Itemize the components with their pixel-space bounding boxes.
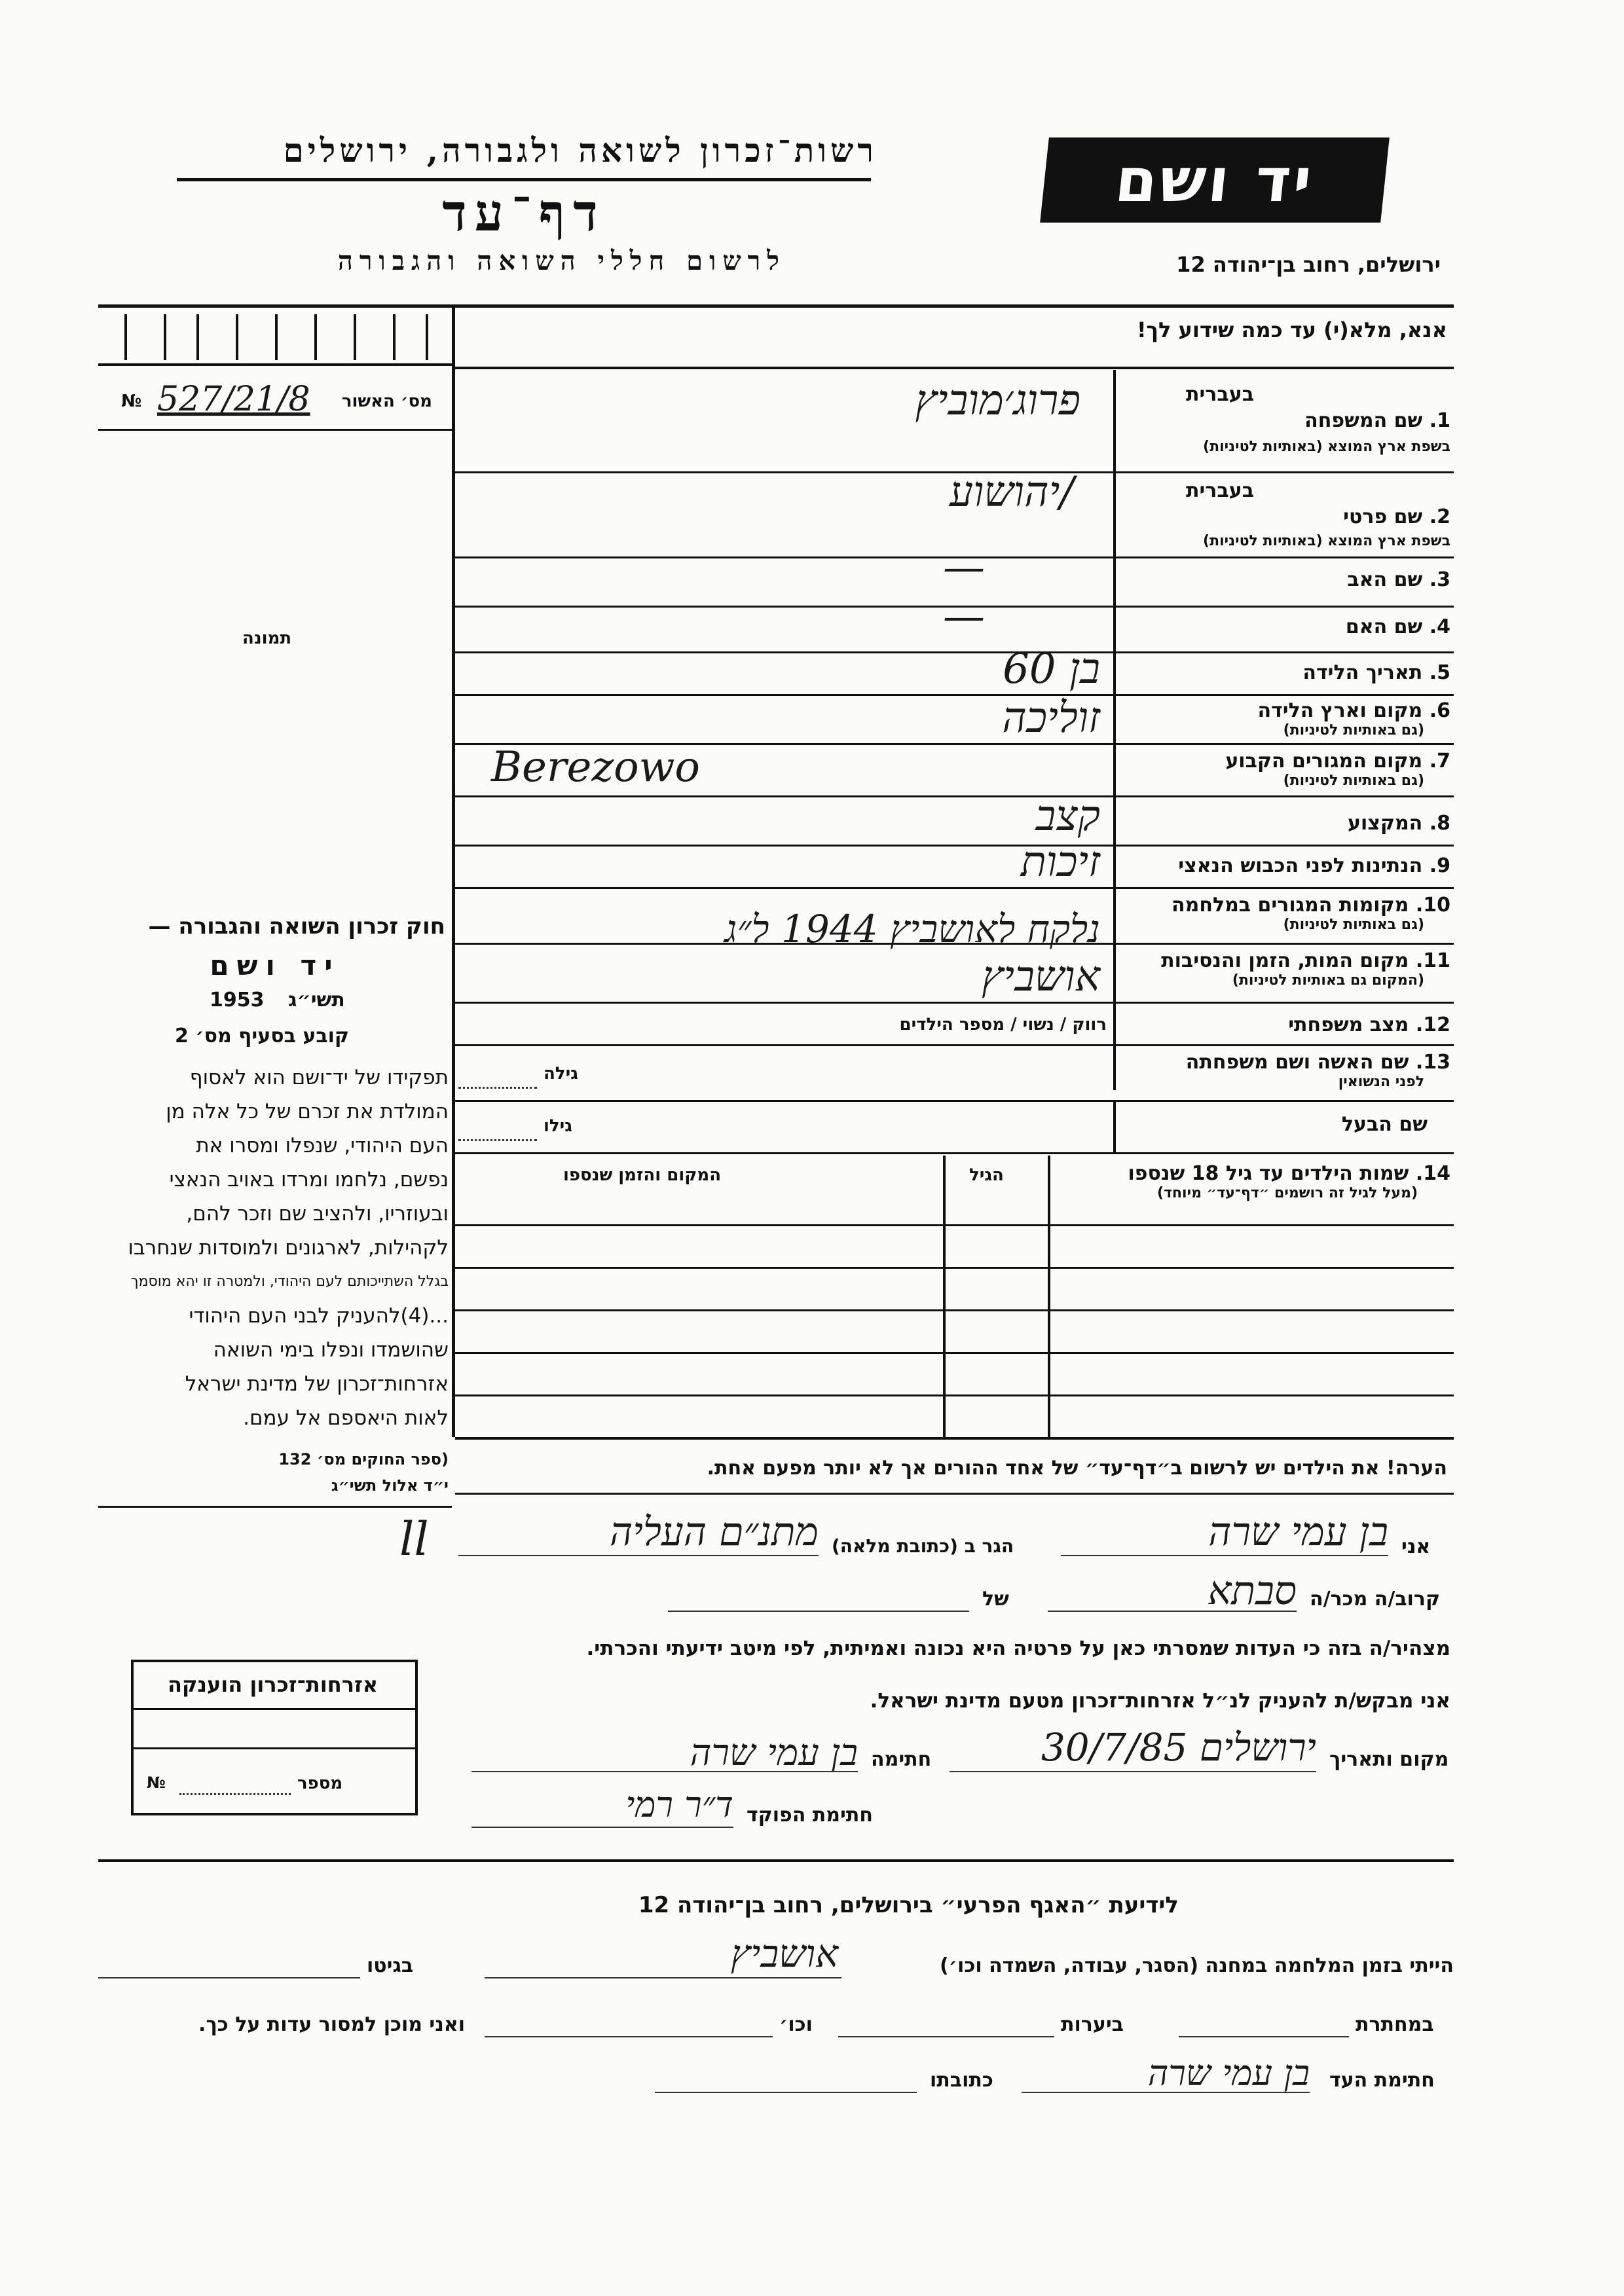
row-line (455, 1002, 1454, 1004)
place-date-value[interactable]: ירושלים 30/7/85 (1041, 1725, 1316, 1770)
law-line: שהושמדו ונפלו בימי השואה (213, 1338, 449, 1362)
field-marital (1120, 1013, 1450, 1036)
children-row-line (455, 1394, 1454, 1396)
approval-prefix: № (121, 392, 142, 411)
ghetto-label: בגיטו (367, 1954, 414, 1977)
surname-value[interactable]: פרוג׳מוביץ (915, 376, 1080, 425)
of-line[interactable] (668, 1611, 969, 1612)
tick-mark (426, 314, 428, 360)
page-subtitle: לרשום חללי השואה והגבורה (337, 246, 786, 276)
law-line: נפשם, נלחמו ומרדו באויב הנאצי (169, 1168, 449, 1192)
form-instruction: אנא, מלא(י) עד כמה שידוע לך! (1136, 318, 1447, 342)
institution-address: ירושלים, רחוב בן־יהודה 12 (1176, 252, 1441, 277)
children-row-line (455, 1224, 1454, 1226)
law-section: קובע בסעיף מס׳ 2 (174, 1025, 350, 1048)
law-line: המולדת את זכרם של כל אלה מן (166, 1100, 449, 1123)
field-label-text: תאריך הלידה (1302, 661, 1423, 684)
signature-value[interactable]: בן עמי שרה (690, 1732, 858, 1774)
row-line (455, 1044, 1454, 1046)
field-label-text: שם האשה ושם משפחתה (1185, 1051, 1409, 1074)
children-row-line (455, 1352, 1454, 1354)
etc-line[interactable] (485, 2036, 773, 2037)
witness-signature-line (1022, 2092, 1310, 2093)
children-row-line (455, 1309, 1454, 1311)
citizenship-value[interactable]: זיכות (1020, 838, 1100, 886)
law-text (101, 1061, 449, 1435)
witness-address-label: כתובתו (930, 2069, 993, 2092)
official-signature-label: חתימת הפוקד (747, 1804, 873, 1827)
field-label-text: מקום המגורים הקבוע (1225, 750, 1423, 773)
field-label-text: המקצוע (1347, 812, 1423, 835)
in-hebrew-label: בעברית (1186, 479, 1254, 502)
declarant-name-line (1061, 1555, 1388, 1556)
citizenship-request: אני מבקש/ת להעניק לנ״ל אזרחות־זכרון מטעם מדינת ישראל. (870, 1689, 1450, 1713)
etc-label: וכו׳ (779, 2013, 813, 2036)
yad-vashem-logo: יד ושם (1040, 137, 1390, 223)
photo-label: תמונה (242, 629, 292, 648)
approval-number-row (111, 380, 439, 426)
field-number: 4. (1429, 615, 1450, 638)
tick-mark (393, 314, 396, 360)
field-number: 5. (1429, 661, 1450, 684)
forests-line[interactable] (838, 2036, 1054, 2037)
tick-mark (164, 314, 166, 360)
citizenship-stamp (131, 1660, 418, 1815)
law-line: לקהילות, לארגונים ולמוסדות שנחרבו (128, 1236, 449, 1260)
field-sub: לפני הנשואין (1338, 1074, 1424, 1090)
field-label (1343, 505, 1450, 528)
address-line (458, 1555, 819, 1556)
field-number: 1. (1429, 409, 1450, 432)
law-name: יד ושם (210, 949, 341, 981)
declaration-i-label: אני (1401, 1535, 1431, 1558)
field-residence (1120, 750, 1450, 789)
tick-mark (196, 314, 199, 360)
approval-label: מס׳ האשור (341, 392, 432, 411)
field-number: 10. (1415, 894, 1450, 917)
ghetto-line[interactable] (98, 1977, 360, 1978)
signature-line (471, 1771, 858, 1772)
law-line: ...(4)להעניק לבני העם היהודי (189, 1304, 449, 1328)
field-mother (1120, 615, 1450, 638)
row-line (455, 1100, 1454, 1102)
marital-options[interactable]: רווק / נשוי / מספר הילדים (899, 1015, 1107, 1034)
stamp-number-line[interactable] (179, 1793, 291, 1795)
address-value[interactable]: מתנ״ם העליה (609, 1509, 819, 1555)
stamp-number-prefix: № (147, 1774, 166, 1792)
law-line: אזרחות־זכרון של מדינת ישראל (185, 1372, 449, 1396)
tick-mark (354, 314, 356, 360)
underground-label: במחתרת (1356, 2013, 1434, 2036)
residence-value[interactable]: Berezowo (491, 743, 700, 792)
death-value[interactable]: נלקח לאושביץ 1944 ל״ג (724, 907, 1100, 951)
law-line: העם היהודי, שנפלו ומסרו את (196, 1134, 449, 1157)
law-line: תפקידו של יד־ושם הוא לאסוף (189, 1066, 449, 1089)
field-number: 13. (1415, 1051, 1450, 1074)
certification-text: מצהיר/ה בזה כי העדות שמסרתי כאן על פרטיה היא נכונה ואמיתית, לפי מיטב ידיעתי והכרתי. (586, 1637, 1450, 1660)
row-line (455, 1152, 1454, 1154)
tick-mark (236, 314, 238, 360)
field-label (1120, 750, 1450, 773)
field-wartime-residence (1120, 894, 1450, 933)
field-citizenship (1120, 854, 1450, 877)
page-title: דף־עד (442, 183, 606, 243)
in-hebrew-label: בעברית (1186, 383, 1254, 406)
remark-bottom-line (455, 1493, 1454, 1495)
address-label: הגר ב (כתובת מלאה) (832, 1535, 1014, 1557)
field-number: 12. (1415, 1013, 1450, 1036)
husband-age-label: גילו (544, 1116, 572, 1136)
authority-name: רשות־זכרון לשואה ולגבורה, ירושלים (283, 131, 877, 170)
field-label-text: מצב משפחתי (1288, 1013, 1409, 1036)
children-place-header: המקום והזמן שנספו (563, 1165, 722, 1185)
field-number: 7. (1429, 750, 1450, 773)
form-header-line (455, 367, 1454, 369)
field-birthplace (1120, 699, 1450, 738)
field-label (1048, 1162, 1450, 1185)
approval-number: 527/21/8 (157, 380, 310, 419)
official-signature-value[interactable]: ד״ר רמי (625, 1784, 733, 1825)
approval-line (98, 429, 452, 431)
field-surname (1120, 376, 1450, 468)
field-number: 3. (1429, 568, 1450, 591)
tick-mark (124, 314, 127, 360)
field-label-text: הנתינות לפני הכבוש הנאצי (1178, 854, 1423, 877)
frame-top (98, 304, 1454, 308)
tick-mark (275, 314, 278, 360)
children-remark: הערה! את הילדים יש לרשום ב״דף־עד״ של אחד ההורים אך לא יותר מפעם אחת. (707, 1457, 1447, 1480)
row-line (455, 887, 1454, 889)
place-date-label: מקום ותאריך (1329, 1748, 1449, 1771)
stamp-line (134, 1747, 415, 1749)
field-father (1120, 568, 1450, 591)
sidebar-header-line (98, 363, 452, 366)
field-number: 2. (1429, 505, 1450, 528)
relative-label: קרוב/ה מכר/ה (1310, 1588, 1441, 1611)
children-row-line (455, 1267, 1454, 1269)
of-label: של (982, 1588, 1009, 1611)
field-sub: (גם באותיות לטיניות) (1283, 773, 1424, 789)
husband-label: שם הבעל (1341, 1113, 1428, 1136)
husband-age-line[interactable] (458, 1139, 537, 1141)
camp-value[interactable]: אושביץ (730, 1931, 838, 1976)
field-children (1048, 1162, 1450, 1201)
field-number: 11. (1415, 949, 1450, 972)
stamp-number-label: מספר (297, 1774, 343, 1793)
birthplace-value[interactable]: זוליכה (1002, 694, 1100, 742)
law-line: בגלל השתייכותם לעם היהודי, ולמטרה זו יהא מוסמך (130, 1273, 449, 1290)
field-number: 6. (1429, 699, 1450, 722)
field-sub: (גם באותיות לטיניות) (1283, 917, 1424, 933)
stamp-line (134, 1708, 415, 1710)
underground-line[interactable] (1179, 2036, 1349, 2037)
law-bottom-line (98, 1506, 452, 1508)
field-label (1304, 409, 1450, 432)
wife-age-line[interactable] (458, 1087, 537, 1089)
stamp-title: אזרחות־זכרון הוענקה (167, 1672, 378, 1697)
declaration-bottom-line (98, 1859, 1454, 1862)
bottom-title: לידיעת ״האגף הפרעי״ בירושלים, רחוב בן־יהודה 12 (638, 1892, 1179, 1918)
witness-signature-value[interactable]: בן עמי שרה (1147, 2052, 1310, 2094)
relative-value[interactable]: סבתא (1208, 1568, 1297, 1614)
latin-note: בשפת ארץ המוצא (באותיות לטיניות) (1203, 533, 1450, 549)
official-signature-line (471, 1827, 733, 1828)
field-label (1120, 699, 1450, 722)
field-label-text: שם האב (1347, 568, 1423, 591)
law-year: 1953 (210, 989, 265, 1011)
field-label (1120, 949, 1450, 972)
margin-mark: ll (399, 1512, 429, 1566)
witness-address-line[interactable] (655, 2092, 917, 2093)
law-year-heb: תשי״ג (288, 989, 345, 1011)
husband-divider (1113, 1100, 1116, 1152)
field-label-text: מקום המות, הזמן והנסיבות (1161, 949, 1409, 972)
label-column-divider (1113, 370, 1116, 1090)
death-place-value[interactable]: אושביץ (981, 953, 1100, 1001)
field-label (1120, 1051, 1450, 1074)
mother-value[interactable]: — (943, 592, 985, 641)
field-number: 9. (1429, 854, 1450, 877)
field-number: 14. (1415, 1162, 1450, 1185)
profession-value[interactable]: קצב (1035, 792, 1100, 841)
law-title: חוק זכרון השואה והגבורה — (148, 913, 445, 939)
field-label-text: שמות הילדים עד גיל 18 שנספו (1128, 1162, 1409, 1185)
authority-underline (177, 178, 871, 181)
field-profession (1120, 812, 1450, 835)
field-label-text: מקום וארץ הלידה (1257, 699, 1423, 722)
field-sub: (המקום גם באותיות לטיניות) (1232, 972, 1424, 989)
declarant-name[interactable]: בן עמי שרה (1208, 1509, 1388, 1555)
children-table-bottom (455, 1437, 1454, 1440)
law-reference-1: (ספר החוקים מס׳ 132 (278, 1450, 449, 1468)
field-death (1120, 949, 1450, 989)
witness-signature-label: חתימת העד (1329, 2069, 1435, 2092)
field-number: 8. (1429, 812, 1450, 835)
field-wife (1120, 1051, 1450, 1090)
field-label-text: מקומות המגורים במלחמה (1172, 894, 1409, 917)
latin-note: בשפת ארץ המוצא (באותיות לטיניות) (1203, 439, 1450, 455)
birthdate-value[interactable]: בן 60 (1003, 645, 1100, 693)
signature-label: חתימה (871, 1748, 932, 1771)
relative-line (1048, 1611, 1297, 1612)
field-sub: (גם באותיות לטיניות) (1283, 722, 1424, 738)
field-label-text: שם האם (1345, 615, 1423, 638)
first-name-value[interactable]: /יהושוע (949, 468, 1074, 517)
law-line: לאות היאספם אל עמם. (243, 1406, 449, 1430)
children-age-header: הגיל (969, 1165, 1004, 1185)
field-label-text: שם המשפחה (1304, 409, 1423, 432)
camp-line (485, 1977, 841, 1978)
place-date-line (950, 1771, 1316, 1772)
forests-label: ביערות (1061, 2013, 1124, 2036)
camp-line-text: הייתי בזמן המלחמה במחנה (הסגר, עבודה, השמדה וכו׳) (940, 1954, 1454, 1977)
field-birthdate (1120, 661, 1450, 684)
willing-to-testify: ואני מוכן למסור עדות על כך. (198, 2013, 465, 2036)
field-label (1120, 894, 1450, 917)
wife-age-label: גילה (544, 1064, 578, 1084)
children-note: (מעל לגיל זה רושמים ״דף־עד״ מיוחד) (1156, 1185, 1418, 1201)
tick-mark (314, 314, 317, 360)
law-reference-2: י״ד אלול תשי״ג (331, 1476, 449, 1495)
field-first-name (1120, 476, 1450, 555)
field-label-text: שם פרטי (1343, 505, 1423, 528)
law-line: ובעוזריו, ולהציב שם וזכר להם, (186, 1202, 449, 1226)
father-value[interactable]: — (943, 543, 985, 592)
